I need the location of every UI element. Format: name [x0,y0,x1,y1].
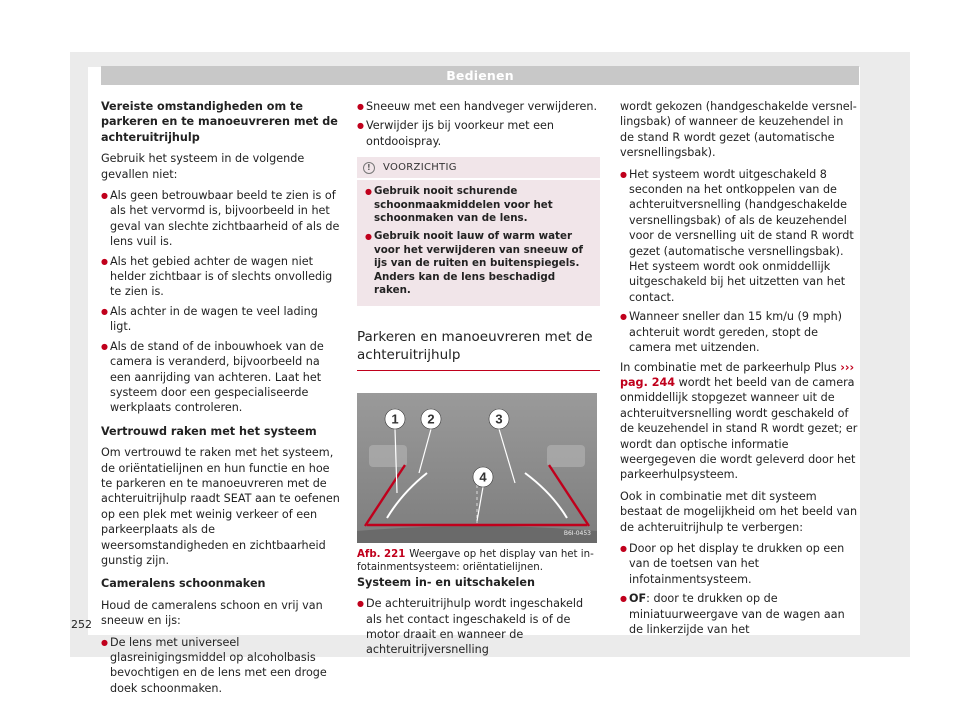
caution-item: ● Gebruik nooit schurende schoonmaakmiddelen voor het schoonmaken van de lens. [365,185,592,226]
list-item: ● Door op het display te drukken op een van de toetsen van het infotainmentsysteem. [620,541,860,587]
caution-header [357,157,600,180]
paragraph-familiarize: Om vertrouwd te raken met het systeem, de oriëntatielijnen en hun functie en hoe te parkeren en te manoeuvreren met de achteruitrijhulp raadt SEAT aan te oefenen op een plek met weinig verkeer of een parkeerplaats als de weersomstandigheden en zichtbaarheid gunstig zijn. [101,446,340,567]
heading-lens-cleaning: Cameralens schoonmaken [101,577,266,591]
paragraph-lens-cleaning: Houd de cameralens schoon en vrij van sneeuw en ijs: [101,598,323,628]
camera-display-figure [357,393,597,543]
column-1 [101,99,340,700]
callout-label: 4 [479,469,487,485]
list-item: ● Als achter in de wagen te veel lading ligt. [101,304,340,335]
paragraph-intro: Gebruik het systeem in de volgende gevallen niet: [101,152,305,181]
list-item: ● Wanneer sneller dan 15 km/u (9 mph) achteruit wordt gereden, stopt de camera met uitzenden. [620,309,860,355]
figure-caption [357,548,600,575]
callout-label: 2 [427,411,435,427]
list-item [620,591,860,637]
heading-familiarize: Vertrouwd raken met het systeem [101,424,317,438]
paragraph-text: wordt het beeld van de camera onmiddellijk stopgezet wanneer uit de achteruitversnelling wordt geschakeld of de keuzehendel in stand R wordt gezet; er wordt dan optische informatie weergegeven die wordt geleverd door het parkeerhulpsysteem. [620,375,858,482]
chapter-header: Bedienen [101,66,859,85]
list-item: ● De achteruitrijhulp wordt ingeschakeld als het contact ingeschakeld is of de motor draait en wanneer de achteruitrijversnelling [357,596,600,658]
list-item-text: : door te drukken op de miniatuurweergave van de wagen aan de linkerzijde van het [629,592,845,636]
list-item: ● Het systeem wordt uitgeschakeld 8 seconden na het ontkoppelen van de achteruitversnelling (handgeschakelde versnellingsbak) of als de keuzehendel voor de versnelling uit de stand R wordt gezet (automatische versnellingsbak). Het systeem wordt ook onmiddellijk uitgeschakeld bij het uitzetten van het contact. [620,167,860,306]
callout-label: 3 [495,411,503,427]
paragraph-continued: wordt gekozen (handgeschakelde versnellingsbak) of wanneer de keuzehendel in de stand R wordt gezet (automatische versnellingsbak). [620,100,857,160]
heading-on-off: Systeem in- en uitschakelen [357,575,535,589]
caution-body [357,180,600,306]
orientation-lines-illustration [357,393,597,543]
list-item: ● De lens met universeel glasreinigingsmiddel op alcoholbasis bevochtigen en de lens met een droge doek schoonmaken. [101,635,340,697]
page-number: 252 [71,618,92,631]
paragraph-text: In combinatie met de parkeerhulp Plus [620,360,837,374]
figure-label: Afb. 221 [357,548,406,560]
warning-icon: ! [363,162,375,174]
page-reference-link[interactable]: ››› pag. 244 [620,360,855,389]
list-item: ● Als geen betrouwbaar beeld te zien is of als het vervormd is, bijvoorbeeld in het geval van slechte zichtbaarheid of als de lens vuil is. [101,188,340,250]
paragraph-parking-aid [620,360,860,483]
heading-conditions: Vereiste omstandigheden om te parkeren en te manoeuvreren met de achteruitrijhulp [101,100,338,144]
list-item: ● Sneeuw met een handveger verwijderen. [357,99,600,114]
column-2 [357,99,600,662]
list-item: ● Als de stand of de inbouwhoek van de camera is veranderd, bijvoorbeeld na een aanrijding van achteren. Laat het systeem door een gespecialiseerde werkplaats controleren. [101,339,340,416]
figure-caption-text: Weergave op het display van het infotainmentsysteem: oriëntatielijnen. [357,548,594,574]
section-title: Parkeren en manoeuvreren met de achteruitrijhulp [357,328,600,371]
paragraph-hide-image: Ook in combinatie met dit systeem bestaat de mogelijkheid om het beeld van de achteruitrijhulp te verbergen: [620,489,858,534]
list-item: ● Verwijder ijs bij voorkeur met een ontdooispray. [357,118,600,149]
caution-box [357,157,600,306]
caution-title: VOORZICHTIG [383,162,457,174]
column-3 [620,99,860,641]
callout-label: 1 [391,411,399,427]
caution-item: ● Gebruik nooit lauw of warm water voor het verwijderen van sneeuw of ijs van de ruiten en buitenspiegels. Anders kan de lens beschadigd raken. [365,230,592,298]
or-keyword: OF [629,592,647,606]
figure-reference: B6I-0453 [563,529,591,537]
list-item: ● Als het gebied achter de wagen niet helder zichtbaar is of slechts onvolledig te zien is. [101,254,340,300]
